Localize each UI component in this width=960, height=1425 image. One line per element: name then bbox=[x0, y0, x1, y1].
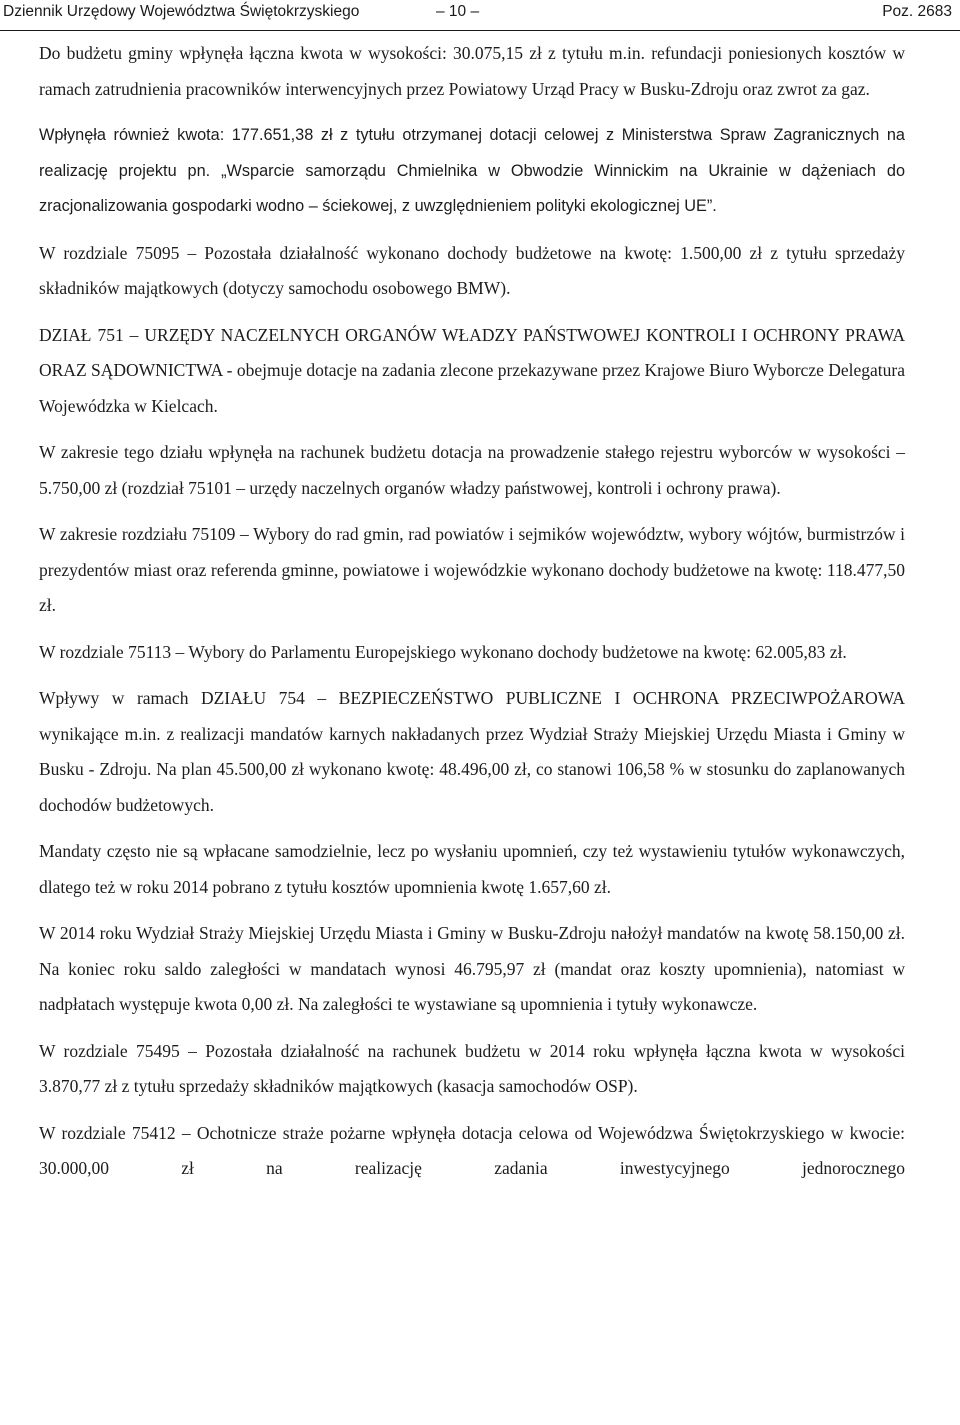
paragraph-municipal-police-2014: W 2014 roku Wydział Straży Miejskiej Urzędu Miasta i Gminy w Busku-Zdroju nałożył mandatów na kwotę 58.150,00 zł. Na koniec roku saldo zaległości w mandatach wynosi 46.795,97 zł (mandat oraz koszty upomnienia), natomiast w nadpłatach występuje kwota 0,00 zł. Na zaległości te wystawiane są upomnienia i tytuły wykonawcze. bbox=[39, 923, 905, 1014]
paragraph-gas-refund: Do budżetu gminy wpłynęła łączna kwota w wysokości: 30.075,15 zł z tytułu m.in. refundacji poniesionych kosztów w ramach zatrudnienia pracowników interwencyjnych przez Powiatowy Urząd Pracy w Busku-Zdroju oraz zwrot za gaz. bbox=[39, 43, 905, 99]
paragraph-fines-reminders: Mandaty często nie są wpłacane samodzielnie, lecz po wysłaniu upomnień, czy też wystawieniu tytułów wykonawczych, dlatego też w roku 2014 pobrano z tytułu kosztów upomnienia kwotę 1.657,60 zł. bbox=[39, 841, 905, 897]
paragraph-section-754: Wpływy w ramach DZIAŁU 754 – BEZPIECZEŃSTWO PUBLICZNE I OCHRONA PRZECIWPOŻAROWA wynikające m.in. z realizacji mandatów karnych nakładanych przez Wydział Straży Miejskiej Urzędu Miasta i Gminy w Busku - Zdroju. Na plan 45.500,00 zł wykonano kwotę: 48.496,00 zł, co stanowi 106,58 % w stosunku do zaplanowanych dochodów budżetowych. bbox=[39, 688, 905, 815]
paragraph-chapter-75109: W zakresie rozdziału 75109 – Wybory do rad gmin, rad powiatów i sejmików województw, wybory wójtów, burmistrzów i prezydentów miast oraz referenda gminne, powiatowe i wojewódzkie wykonano dochody budżetowe na kwotę: 118.477,50 zł. bbox=[39, 524, 905, 615]
journal-title: Dziennik Urzędowy Województwa Świętokrzyskiego bbox=[3, 3, 360, 20]
page-number: – 10 – bbox=[436, 3, 480, 20]
paragraph-chapter-75095: W rozdziale 75095 – Pozostała działalność wykonano dochody budżetowe na kwotę: 1.500,00 zł z tytułu sprzedaży składników majątkowych (dotyczy samochodu osobowego BMW). bbox=[39, 242, 905, 298]
paragraph-section-751: DZIAŁ 751 – URZĘDY NACZELNYCH ORGANÓW WŁADZY PAŃSTWOWEJ KONTROLI I OCHRONY PRAWA ORAZ SĄDOWNICTWA - obejmuje dotacje na zadania zlecone przekazywane przez Krajowe Biuro Wyborcze Delegatura Wojewódzka w Kielcach. bbox=[39, 324, 905, 416]
paragraph-foreign-affairs-grant: Wpłynęła również kwota: 177.651,38 zł z tytułu otrzymanej dotacji celowej z Ministerstwa Spraw Zagranicznych na realizację projektu pn. „Wsparcie samorządu Chmielnika w Obwodzie Winnickim na Ukrainie w dążeniach do zracjonalizowania gospodarki wodno – ściekowej, z uwzględnieniem polityki ekologicznej UE”. bbox=[39, 126, 905, 215]
paragraph-chapter-75113: W rozdziale 75113 – Wybory do Parlamentu Europejskiego wykonano dochody budżetowe na kwotę: 62.005,83 zł. bbox=[39, 641, 847, 662]
position-number: Poz. 2683 bbox=[882, 3, 952, 20]
page-header bbox=[0, 0, 960, 31]
document-body bbox=[39, 36, 905, 1198]
paragraph-chapter-75495: W rozdziale 75495 – Pozostała działalność na rachunek budżetu w 2014 roku wpłynęła łączna kwota w wysokości 3.870,77 zł z tytułu sprzedaży składników majątkowych (kasacja samochodów OSP). bbox=[39, 1040, 905, 1096]
paragraph-chapter-75412: W rozdziale 75412 – Ochotnicze straże pożarne wpłynęła dotacja celowa od Wojewódzwa Świętokrzyskiego w kwocie: 30.000,00 zł na realizację zadania inwestycyjnego jednorocznego bbox=[39, 1122, 905, 1178]
paragraph-voter-register: W zakresie tego działu wpłynęła na rachunek budżetu dotacja na prowadzenie stałego rejestru wyborców w wysokości – 5.750,00 zł (rozdział 75101 – urzędy naczelnych organów władzy państwowej, kontroli i ochrony prawa). bbox=[39, 442, 905, 498]
